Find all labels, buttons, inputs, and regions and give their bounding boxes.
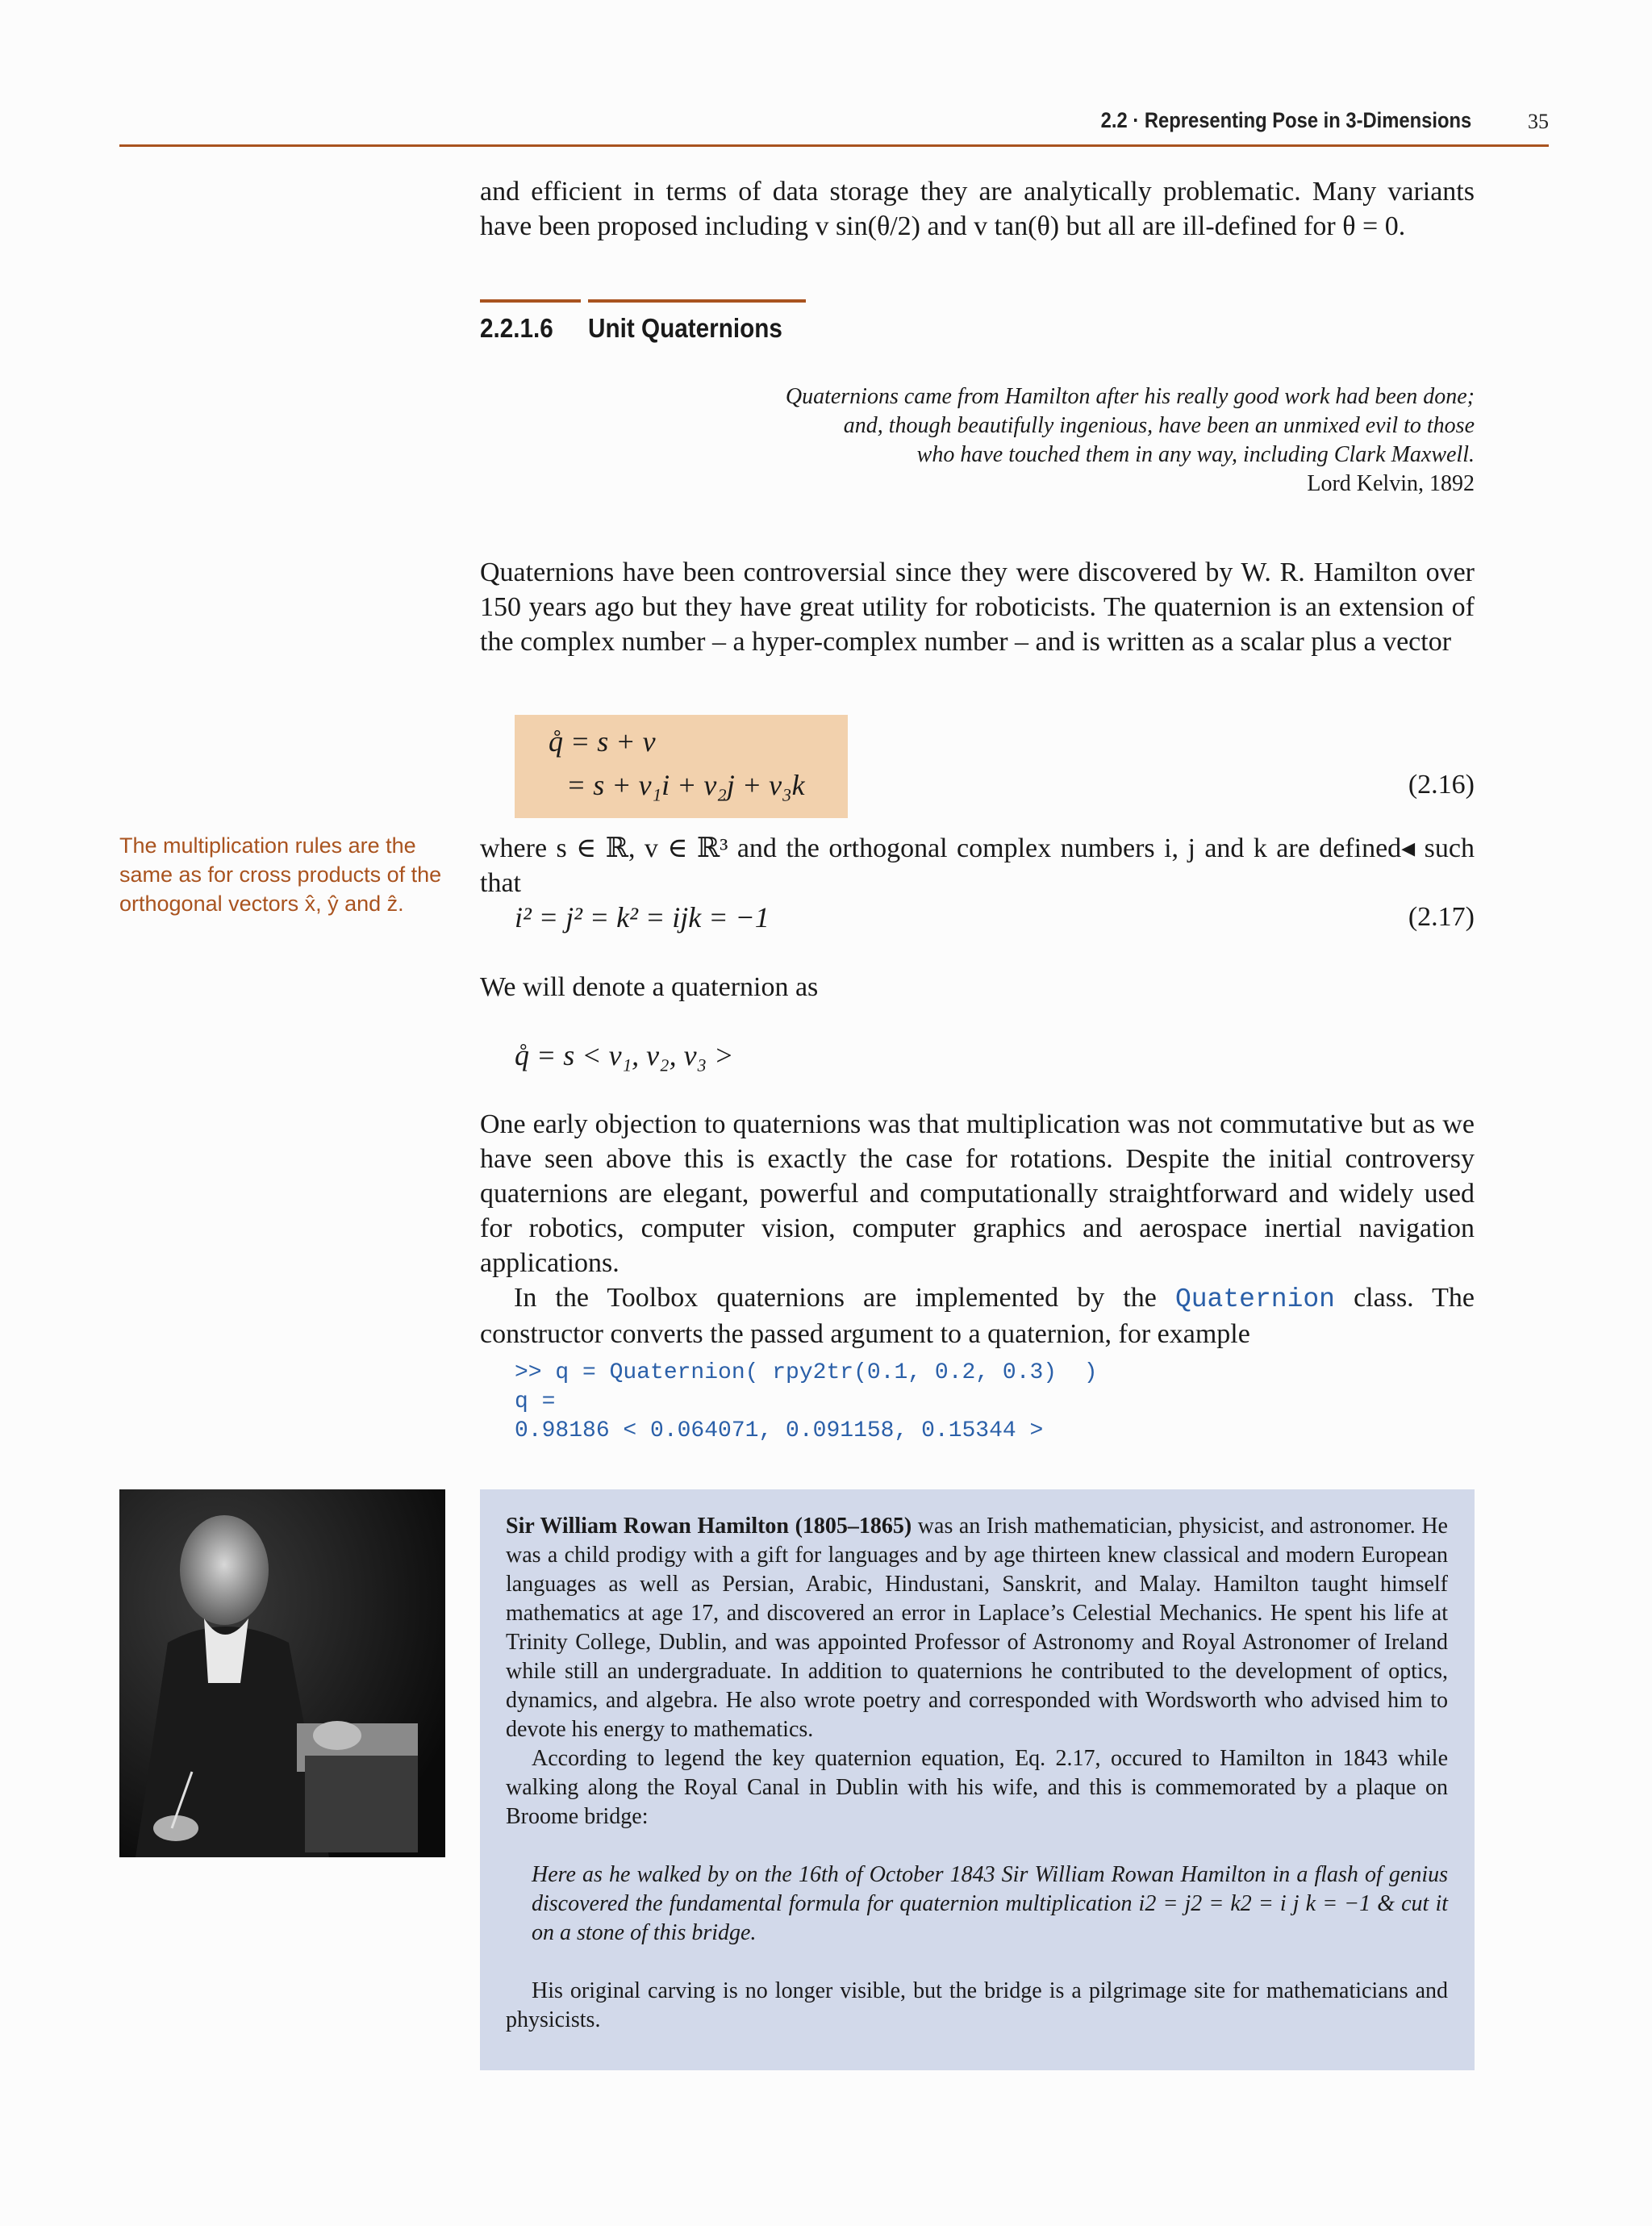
paragraph-text-part: class. The constructor converts the passed argument to a quaternion, for example xyxy=(480,1283,1475,1349)
epigraph-attribution: Lord Kelvin, 1892 xyxy=(1307,471,1475,496)
bio-paragraph xyxy=(506,1512,1448,1744)
equation-2-16-line-1: q̊ = s + v xyxy=(549,725,656,758)
section-title: Unit Quaternions xyxy=(588,313,782,343)
code-line: >> q = Quaternion( rpy2tr(0.1, 0.2, 0.3) ) xyxy=(515,1360,1098,1385)
paragraph-toolbox xyxy=(480,1280,1475,1351)
epigraph-line: who have touched them in any way, including Clark Maxwell. xyxy=(916,442,1475,467)
header-rule xyxy=(119,144,1549,147)
paragraph-notation-intro xyxy=(480,970,1475,1004)
plaque-quote: Here as he walked by on the 16th of October 1843 Sir William Rowan Hamilton in a flash of genius discovered the fundamental formula for quaternion multiplication i2 = j2 = k2 = i j k = −1 & cut it on a stone of this bridge. xyxy=(532,1862,1448,1945)
section-number: 2.2.1.6 xyxy=(480,313,553,343)
intro-paragraph xyxy=(480,174,1475,244)
bio-paragraph: His original carving is no longer visible, but the bridge is a pilgrimage site for mathematicians and physicists. xyxy=(506,1978,1448,2032)
paragraph-text: Quaternions have been controversial since they were discovered by W. R. Hamilton over 150 years ago but they have great utility for roboticists. The quaternion is an extension of the complex number – a hyper-complex number – and is written as a scalar plus a vector xyxy=(480,558,1475,657)
class-name: Quaternion xyxy=(1174,1284,1335,1314)
biography-text xyxy=(506,1512,1448,2035)
paragraph-text: We will denote a quaternion as xyxy=(480,972,819,1002)
section-number-rule xyxy=(480,299,581,303)
paragraph-text xyxy=(480,1280,1475,1351)
epigraph-line: and, though beautifully ingenious, have been an unmixed evil to those xyxy=(843,413,1475,438)
code-line: 0.98186 < 0.064071, 0.091158, 0.15344 > xyxy=(515,1418,1044,1443)
paragraph-definition xyxy=(480,831,1475,900)
intro-text: and efficient in terms of data storage they are analytically problematic. Many variants have been proposed including v sin(θ/2) and v tan(θ) but all are ill-defined for θ = 0. xyxy=(480,177,1475,241)
bio-text-part: was an Irish mathematician, physicist, and astronomer. He was a child prodigy with a gift for languages and by age thirteen knew classical and modern European languages as well as Persian, Arabic, Hindustani, Sanskrit, and Malay. Hamilton taught himself mathematics at age 17, and discovered an error in Laplace’s Celestial Mechanics. He spent his life at Trinity College, Dublin, and was appointed Professor of Astronomy and Royal Astronomer of Ireland while still an undergraduate. In addition to quaternions he contributed to the development of optics, dynamics, and algebra. He also wrote poetry and corresponded with Wordsworth who advised him to devote his energy to mathematics. xyxy=(506,1514,1448,1742)
bio-paragraph: According to legend the key quaternion equation, Eq. 2.17, occured to Hamilton in 1843 while walking along the Royal Canal in Dublin with his wife, and this is commemorated by a plaque on Broome bridge: xyxy=(506,1746,1448,1829)
epigraph-line: Quaternions came from Hamilton after his really good work had been done; xyxy=(785,384,1475,409)
running-head-text: Representing Pose in 3-Dimensions xyxy=(1144,108,1471,132)
portrait-illustration xyxy=(119,1489,445,1857)
paragraph-text: where s ∈ ℝ, v ∈ ℝ³ and the orthogonal complex numbers i, j and k are defined◂ such that xyxy=(480,833,1475,898)
paragraph-quaternion-intro xyxy=(480,555,1475,659)
equation-2-17: i² = j² = k² = ijk = −1 xyxy=(515,901,770,933)
hamilton-portrait xyxy=(119,1489,445,1857)
margin-note: The multiplication rules are the same as for cross products of the orthogonal vectors x̂, ŷ and ẑ. xyxy=(119,833,442,916)
epigraph xyxy=(661,382,1475,499)
equation-notation: q̊ = s < v₁, v₂, v₃ > xyxy=(515,1039,734,1071)
equation-number: (2.17) xyxy=(1408,902,1475,932)
running-head-section: 2.2 xyxy=(1100,108,1128,132)
page-number: 35 xyxy=(1528,110,1549,133)
running-head-separator: · xyxy=(1133,108,1140,132)
running-head xyxy=(119,105,1549,145)
paragraph-text-part: In the Toolbox quaternions are implemented by the xyxy=(514,1283,1157,1313)
code-line: q = xyxy=(515,1389,556,1414)
equation-2-16-line-2: = s + v₁i + v₂j + v₃k xyxy=(566,769,805,801)
paragraph-objection xyxy=(480,1107,1475,1280)
paragraph-text: One early objection to quaternions was that multiplication was not commutative but as we have seen above this is exactly the case for rotations. Despite the initial controversy quaternions are elegant, powerful and computationally straightforward and widely used for robotics, computer vision, computer graphics and aerospace inertial navigation applications. xyxy=(480,1109,1475,1278)
bio-name: Sir William Rowan Hamilton (1805–1865) xyxy=(506,1514,912,1539)
running-head-title xyxy=(1100,108,1471,133)
equation-number: (2.16) xyxy=(1408,770,1475,800)
section-title-rule xyxy=(588,299,806,303)
